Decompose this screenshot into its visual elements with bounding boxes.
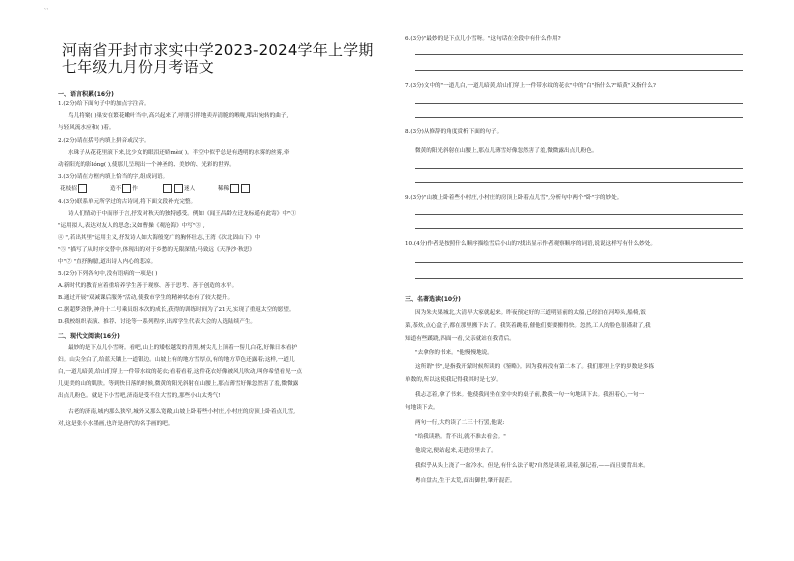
title-line-1: 河南省开封市求实中学2023-2024学年上学期 xyxy=(62,41,374,59)
text-line: 他说完,便站起来,走进房里去了。 xyxy=(415,448,497,454)
section-heading: 三、名著选读(10分) xyxy=(405,296,461,303)
text-line: 出点儿粉色。就是下小雪吧,济南是受不住大雪的,那些小山太秀气! xyxy=(58,393,221,399)
word-item-4: 稀稀 xyxy=(218,184,251,193)
text-line: 6.(3分)"最妙的是下点儿小雪呀。"这句话在全段中有什么作用? xyxy=(405,36,561,42)
text-line: "去拿你的书来。"他慢慢地说。 xyxy=(415,350,493,356)
text-line: 因为朱夫果城北,大清早大家就起来。昨夜预定好的三道明显前的太船,已经泊在河埠头,船椅,饭 xyxy=(415,310,646,316)
text-line: 儿更美的山的肌肤。等到快日落的时候,微黄的阳光斜射在山腰上,那点薄雪好像忽然害了羞,微微露 xyxy=(58,381,299,387)
answer-line[interactable] xyxy=(415,278,743,279)
answer-box[interactable] xyxy=(174,184,183,193)
text-line: A.新时代的教育应着重培养学生善于观察、善于思考、善于创造的水平。 xyxy=(58,283,238,289)
text-line: ④ ",若出其里"运用主义,抒发诗人如大海般宽广的胸怀壮志,王湾《次北固山下》中 xyxy=(58,235,261,241)
text-line: 5.(2分)下列各句中,没有语病的一项是( ) xyxy=(58,271,158,277)
word-item-2: 造不 作 xyxy=(110,186,138,192)
answer-box[interactable] xyxy=(122,184,131,193)
title-line-2: 七年级九月份月考语文 xyxy=(62,58,215,76)
answer-line[interactable] xyxy=(415,214,743,215)
text-line: 白,一道儿暗黄,给山们穿上一件带水纹的花衣;看着看着,这件花衣好像被风儿吹动,叫你希望看见一点 xyxy=(58,369,302,375)
text-line: 我忐忑着,拿了书来。他使我同坐在堂中央的桌子前,教我一句一句地读下去。我担着心,一句一 xyxy=(415,392,645,398)
answer-line[interactable] xyxy=(415,54,743,55)
answer-line[interactable] xyxy=(415,182,743,183)
answer-box[interactable] xyxy=(241,184,250,193)
answer-box[interactable] xyxy=(163,184,172,193)
section-heading: 一、语言积累(16分) xyxy=(58,91,114,98)
text-line: 妇。山尖全白了,给蓝天镶上一道银边。山坡上有的地方雪厚点,有的地方草色还露着;这样,一道儿 xyxy=(58,357,295,363)
text-line: "⑤ "描写了从时序交替中,体现出的对于乡愁的无限深情;马致远《天净沙·秋思》 xyxy=(58,247,255,253)
text-line: 菜,茶炊,点心盒子,都在那里搬下去了。我笑着跳着,催他们要要搬得快。忽然,工人的脸色很谨肃了,我 xyxy=(405,323,651,329)
text-line: 对,这是张小水墨画,也许是唐代的名手画的吧。 xyxy=(58,421,174,427)
text-line: 水珠子从花花里滚下来,比少女的眼泪还娇mèi( )。半空中似乎总是有透明的水雾的丝雾,牵 xyxy=(68,150,290,156)
text-line: 4.(3分)联系单元所学过的古诗词,将下面文段补充完整。 xyxy=(58,199,197,205)
text-line: 古老的济南,城内那么狭窄,城外又那么宽敞,山坡上卧着些小村庄,小村庄的房顶上卧着点儿雪, xyxy=(68,409,296,415)
text-line: 两句一行,大约读了二三十行罢,他说: xyxy=(415,420,505,426)
text-line: 与轻风流水应和( )着。 xyxy=(58,125,115,131)
word-item-1: 花枝招 xyxy=(60,184,88,193)
page-title xyxy=(62,42,374,76)
text-line: 粤自盘古,生于太荒,首出御世,肇开混茫。 xyxy=(415,478,516,484)
answer-line[interactable] xyxy=(415,70,743,71)
text-line: 微黄的阳光斜射在山腰上,那点儿薄雪好像忽然害了羞,微微露出点儿粉色。 xyxy=(415,148,598,154)
text-line: 单数的,所以这使我记得我其时是七岁。 xyxy=(405,377,502,383)
text-line: 10.(4分)作者是按照什么顺序描绘雪后小山的?找出显示作者观察顺序的词语,说说这样写有什么妙处。 xyxy=(405,241,656,247)
section-heading: 二、现代文阅读(16分) xyxy=(58,333,120,340)
text-line: 句地读下去。 xyxy=(405,405,439,411)
answer-line[interactable] xyxy=(415,228,743,229)
text-line: 鸟儿将窠( )巢安在繁花嫩叶当中,高兴起来了,呼朋引伴地卖弄清脆的喉咙,唱出宛转的曲子, xyxy=(68,113,289,119)
answer-line[interactable] xyxy=(415,262,743,263)
text-line: 这所谓"书",是指我开蒙时候所读的《鉴略》。因为我再没有第二本了。我们那里上学的岁数是多拣 xyxy=(415,364,655,370)
text-line: 诗人们情动于中而形于言,抒发对秋天的独特感受。例如《闻王昌龄左迁龙标遥有此寄》中"① xyxy=(68,211,297,217)
answer-line[interactable] xyxy=(415,168,743,169)
answer-line[interactable] xyxy=(415,117,743,118)
text-line: C.据超梦劲铮,神舟十二号乘员组本次的成长,获得的训练时间为了21天,实现了重返太空的愿望。 xyxy=(58,307,295,313)
text-line: D.我校组织表演、推荐、讨论等一系列程序,出席学生代表大会的人选陆续产生。 xyxy=(58,319,257,325)
text-line: 知道有些蹊跷,四面一看,父亲就站在我背后。 xyxy=(405,336,515,342)
text-line: 我似乎从头上浇了一盆冷水。但是,有什么法子呢?自然是读着,读着,强记着,——而且要背出来。 xyxy=(415,463,649,469)
text-line: 动着阳光的影lóng( ),使那儿呈现出一个神圣的、美妙的、光彩的世界。 xyxy=(58,162,235,168)
answer-box[interactable] xyxy=(78,184,87,193)
text-line: B.通过开展"双减课后服务"活动,使我市学生的精神状态有了较大提升。 xyxy=(58,295,234,301)
text-line: 2.(2分)请在括号内填上拼音或汉字。 xyxy=(58,138,150,144)
text-line: 3.(3分)请在方框内填上恰当的字,组成词语。 xyxy=(58,174,169,180)
word-item-3: 迷人 xyxy=(162,184,195,193)
answer-line[interactable] xyxy=(415,103,743,104)
text-line: 9.(3分)"山坡上卧着些小村庄,小村庄的房顶上卧着点儿雪",分析句中两个"卧"字的妙处。 xyxy=(405,195,623,201)
corner-mark: 、、 xyxy=(44,5,52,11)
text-line: 中"⑦ "直抒胸臆,道出诗人内心的悲凉。 xyxy=(58,259,157,265)
text-line: 8.(3分)从修辞的角度赏析下面的句子。 xyxy=(405,129,503,135)
text-line: 1.(2分)给下面句子中的加点字注音。 xyxy=(58,101,150,107)
answer-box[interactable] xyxy=(230,184,239,193)
text-line: 7.(3分)文中的"一道儿白,一道儿暗黄,给山们穿上一件带水纹的花衣"中的"白"指什么?"暗黄"又指什么? xyxy=(405,83,656,89)
text-line: "运用拟人,表达对友人的思念;又如曹操《观沧海》中写"③ , xyxy=(58,223,205,229)
text-line: "给我读熟。背不出,就不准去看会。" xyxy=(415,434,506,440)
text-line: 最妙的是下点儿小雪呀。看吧,山上的矮松越发的青黑,树尖儿上顶着一髻儿白花,好像日本看护 xyxy=(68,345,298,351)
